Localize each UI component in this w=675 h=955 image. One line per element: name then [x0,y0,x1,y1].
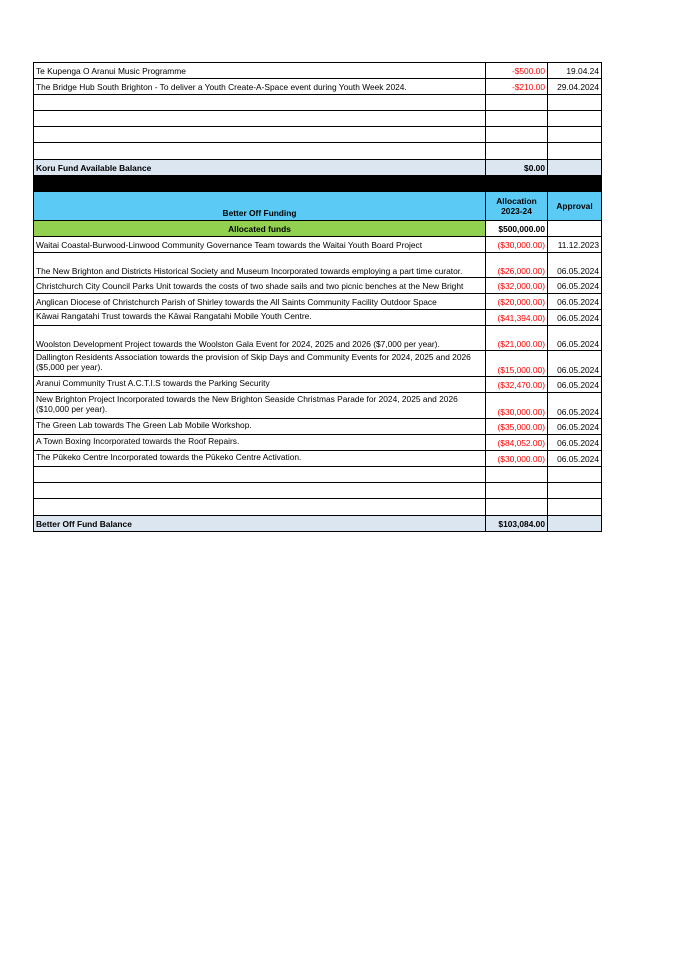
row-description: Waitai Coastal-Burwood-Linwood Community Governance Team towards the Waitai Youth Board Project [34,237,486,253]
table-row [34,294,602,310]
row-description: A Town Boxing Incorporated towards the Roof Repairs. [34,435,486,451]
row-amount: ($20,000.00) [486,294,548,310]
row-amount: -$210.00 [486,79,548,95]
row-description: Anglican Diocese of Christchurch Parish of Shirley towards the All Saints Community Facility Outdoor Space [34,294,486,310]
row-amount: ($26,000.00) [486,253,548,278]
table-row [34,63,602,79]
better-off-balance-label: Better Off Fund Balance [34,516,486,532]
table-row [34,253,602,278]
allocation-header [486,192,548,221]
row-date: 06.05.2024 [548,419,602,435]
row-description: The Green Lab towards The Green Lab Mobile Workshop. [34,419,486,435]
row-description: New Brighton Project Incorporated towards the New Brighton Seaside Christmas Parade for 2024, 2025 and 2026 ($10,000 per year). [34,393,486,419]
table-row [34,419,602,435]
allocated-funds-label: Allocated funds [34,221,486,237]
empty-row [34,111,602,127]
row-amount: ($30,000.00) [486,237,548,253]
row-amount: ($84,052.00) [486,435,548,451]
row-amount: -$500.00 [486,63,548,79]
allocation-header-line1: Allocation [496,196,537,206]
row-description: Aranui Community Trust A.C.T.I.S towards the Parking Security [34,377,486,393]
empty-row [34,143,602,160]
row-amount: ($21,000.00) [486,326,548,351]
table-row [34,351,602,377]
row-description: Te Kupenga O Aranui Music Programme [34,63,486,79]
better-off-balance-value: $103,084.00 [486,516,548,532]
row-date: 06.05.2024 [548,294,602,310]
row-date: 06.05.2024 [548,377,602,393]
approval-header: Approval [548,192,602,221]
row-description: The Bridge Hub South Brighton - To deliver a Youth Create-A-Space event during Youth Week 2024. [34,79,486,95]
row-description: The Pūkeko Centre Incorporated towards the Pūkeko Centre Activation. [34,451,486,467]
row-date: 06.05.2024 [548,435,602,451]
row-date: 06.05.2024 [548,278,602,294]
row-date: 11.12.2023 [548,237,602,253]
row-date: 19.04.24 [548,63,602,79]
table-row [34,237,602,253]
funding-table [33,62,602,532]
row-date: 06.05.2024 [548,451,602,467]
better-off-header [34,192,602,221]
table-row [34,393,602,419]
table-row [34,79,602,95]
better-off-title: Better Off Funding [34,192,486,221]
empty-row [34,467,602,483]
row-description: Woolston Development Project towards the Woolston Gala Event for 2024, 2025 and 2026 ($7,000 per year). [34,326,486,351]
row-date: 06.05.2024 [548,351,602,377]
row-date: 06.05.2024 [548,310,602,326]
row-date: 06.05.2024 [548,393,602,419]
row-date: 06.05.2024 [548,326,602,351]
row-amount: ($30,000.00) [486,393,548,419]
koru-balance-label: Koru Fund Available Balance [34,160,486,176]
row-description: Kāwai Rangatahi Trust towards the Kāwai Rangatahi Mobile Youth Centre. [34,310,486,326]
row-amount: ($15,000.00) [486,351,548,377]
row-description: Christchurch City Council Parks Unit towards the costs of two shade sails and two picnic benches at the New Bright [34,278,486,294]
koru-balance-row [34,160,602,176]
table-row [34,435,602,451]
table-row [34,278,602,294]
empty-row [34,499,602,516]
table-row [34,451,602,467]
row-description: The New Brighton and Districts Historical Society and Museum Incorporated towards employing a part time curator. [34,253,486,278]
row-amount: ($32,000.00) [486,278,548,294]
allocated-funds-value: $500,000.00 [486,221,548,237]
allocated-funds-row [34,221,602,237]
row-date: 06.05.2024 [548,253,602,278]
row-date: 29.04.2024 [548,79,602,95]
table-row [34,326,602,351]
row-amount: ($30,000.00) [486,451,548,467]
allocation-header-line2: 2023-24 [501,206,532,216]
empty-row [34,95,602,111]
row-description: Dallington Residents Association towards the provision of Skip Days and Community Events for 2024, 2025 and 2026 ($5,000 per year). [34,351,486,377]
row-amount: ($41,394.00) [486,310,548,326]
section-divider [34,176,602,192]
koru-balance-value: $0.00 [486,160,548,176]
row-amount: ($32,470.00) [486,377,548,393]
table-row [34,377,602,393]
row-amount: ($35,000.00) [486,419,548,435]
empty-row [34,127,602,143]
better-off-balance-row [34,516,602,532]
table-row [34,310,602,326]
empty-row [34,483,602,499]
